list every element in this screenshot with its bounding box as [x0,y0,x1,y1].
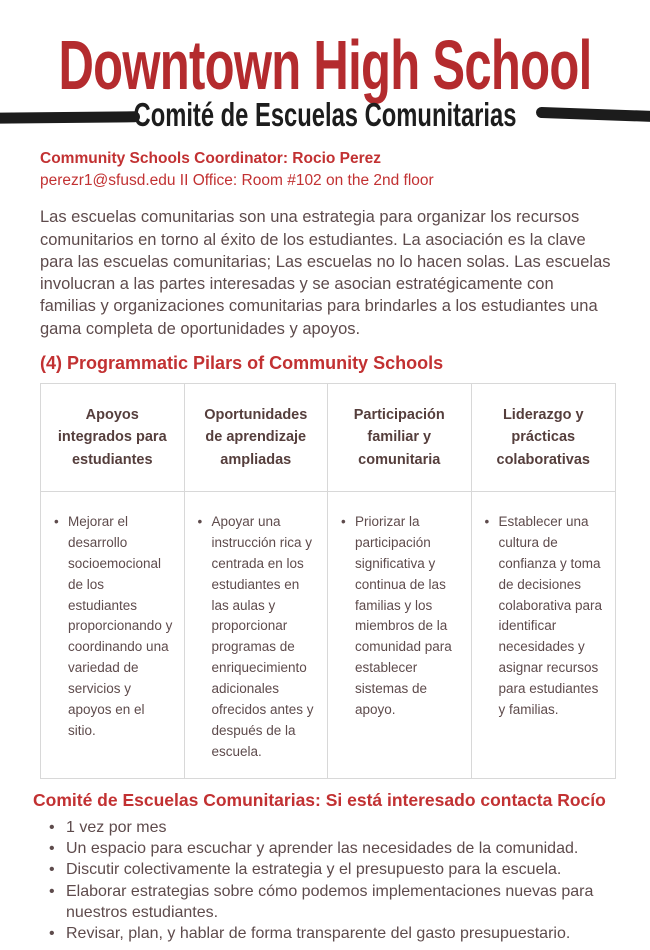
masthead [0,26,650,104]
pillars-table-header-cell: Oportunidades de aprendizaje ampliadas [185,384,329,492]
pillar-bullet-list [340,512,463,721]
pillars-table-body-cell [472,492,616,778]
divider-bar-right [536,107,650,122]
page-title: Downtown High School [58,26,592,104]
content-column [33,149,614,944]
pillar-bullet: • Establecer una cultura de confianza y toma de decisiones colaborativa para identificar necesidades y asignar recursos para estudiantes y familias. [484,512,608,721]
committee-heading: Comité de Escuelas Comunitarias: Si está interesado contacta Rocío [33,789,606,810]
subtitle-banner [0,96,650,140]
coordinator-block [40,149,614,191]
committee-bullet: • Elaborar estrategias sobre cómo podemos implementaciones nuevas para nuestros estudiantes. [40,881,614,924]
committee-bullet: • Un espacio para escuchar y aprender las necesidades de la comunidad. [40,838,614,859]
pillar-bullet: • Priorizar la participación significativa y continua de las familias y los miembros de la comunidad para establecer sistemas de apoyo. [340,512,463,721]
pillar-bullet: • Mejorar el desarrollo socioemocional de los estudiantes proporcionando y coordinando una variedad de servicios y apoyos en el sitio. [53,512,176,742]
coordinator-heading: Community Schools Coordinator: Rocio Perez [40,150,382,167]
pillars-table-header-cell: Apoyos integrados para estudiantes [41,384,185,492]
pillars-table-body-cell [41,492,185,778]
pillars-table-header-cell: Liderazgo y prácticas colaborativas [472,384,616,492]
committee-bullet: • Discutir colectivamente la estrategia y el presupuesto para la escuela. [40,859,614,880]
pillars-table-body-cell [328,492,472,778]
page-subtitle: Comité de Escuelas Comunitarias [133,96,517,133]
pillars-table [40,383,616,779]
intro-paragraph: Las escuelas comunitarias son una estrategia para organizar los recursos comunitarios en torno al éxito de los estudiantes. La asociación es la clave para las escuelas comunitarias; Las escuelas no lo hacen solas. Las escuelas involucran a las partes interesadas y se asocian estratégicamente con familias y organizaciones comunitarias para brindarles a los estudiantes una gama completa de oportunidades y apoyos. [40,208,611,338]
pillar-bullet-list [53,512,176,742]
pillar-bullet-list [197,512,320,763]
pillars-heading: (4) Programmatic Pilars of Community Schools [40,352,444,373]
committee-bullet: • 1 vez por mes [40,817,614,838]
pillar-bullet-list [484,512,608,721]
pillars-table-body-cell [185,492,329,778]
divider-bar-left [0,111,140,124]
pillars-table-header-cell: Participación familiar y comunitaria [328,384,472,492]
committee-bullet-list [40,817,614,945]
coordinator-contact: perezr1@sfusd.edu II Office: Room #102 on the 2nd floor [40,172,434,190]
committee-bullet: • Revisar, plan, y hablar de forma transparente del gasto presupuestario. [40,923,614,944]
pillar-bullet: • Apoyar una instrucción rica y centrada en los estudiantes en las aulas y proporcionar programas de enriquecimiento adicionales ofrecidos antes y después de la escuela. [197,512,320,763]
